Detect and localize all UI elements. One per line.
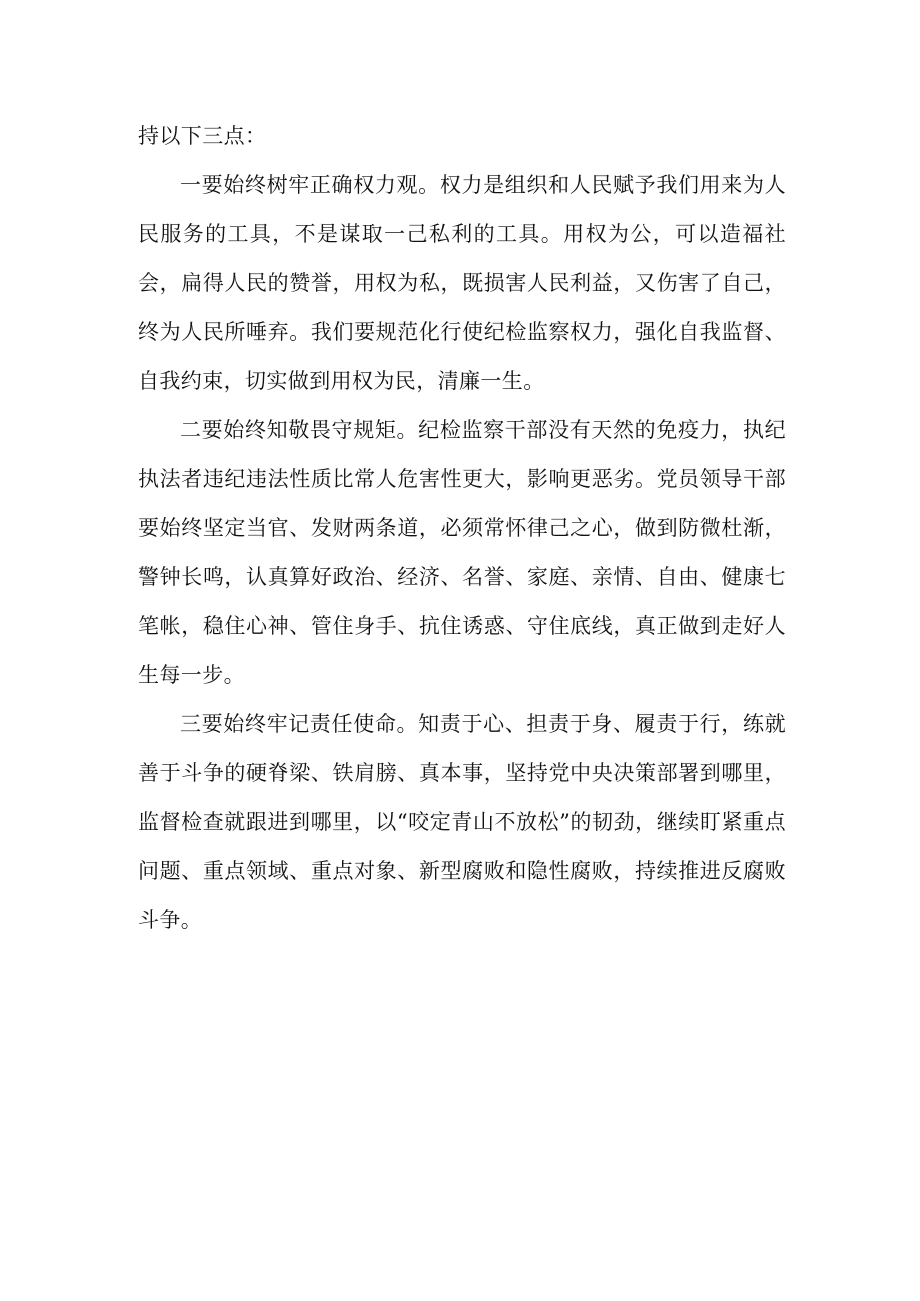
paragraph-point-three: 三要始终牢记责任使命。知责于心、担责于身、履责于行，练就善于斗争的硬脊梁、铁肩膀、真本事，坚持党中央决策部署到哪里，监督检查就跟进到哪里，以“咬定青山不放松”的韧劲，继续盯紧重点问题、重点领域、重点对象、新型腐败和隐性腐败，持续推进反腐败斗争。 [138, 712, 786, 932]
document-body [138, 112, 786, 945]
paragraph-point-one: 一要始终树牢正确权力观。权力是组织和人民赋予我们用来为人民服务的工具，不是谋取一己私利的工具。用权为公，可以造福社会，扁得人民的赞誉，用权为私，既损害人民利益，又伤害了自己，终为人民所唾弃。我们要规范化行使纪检监察权力，强化自我监督、自我约束，切实做到用权为民，清廉一生。 [138, 173, 786, 393]
paragraph-point-two: 二要始终知敬畏守规矩。纪检监察干部没有天然的免疫力，执纪执法者违纪违法性质比常人危害性更大，影响更恶劣。党员领导干部要始终坚定当官、发财两条道，必须常怀律己之心，做到防微杜渐，警钟长鸣，认真算好政治、经济、名誉、家庭、亲情、自由、健康七笔帐，稳住心神、管住身手、抗住诱惑、守住底线，真正做到走好人生每一步。 [138, 418, 786, 687]
paragraph-continuation: 持以下三点： [138, 124, 267, 148]
